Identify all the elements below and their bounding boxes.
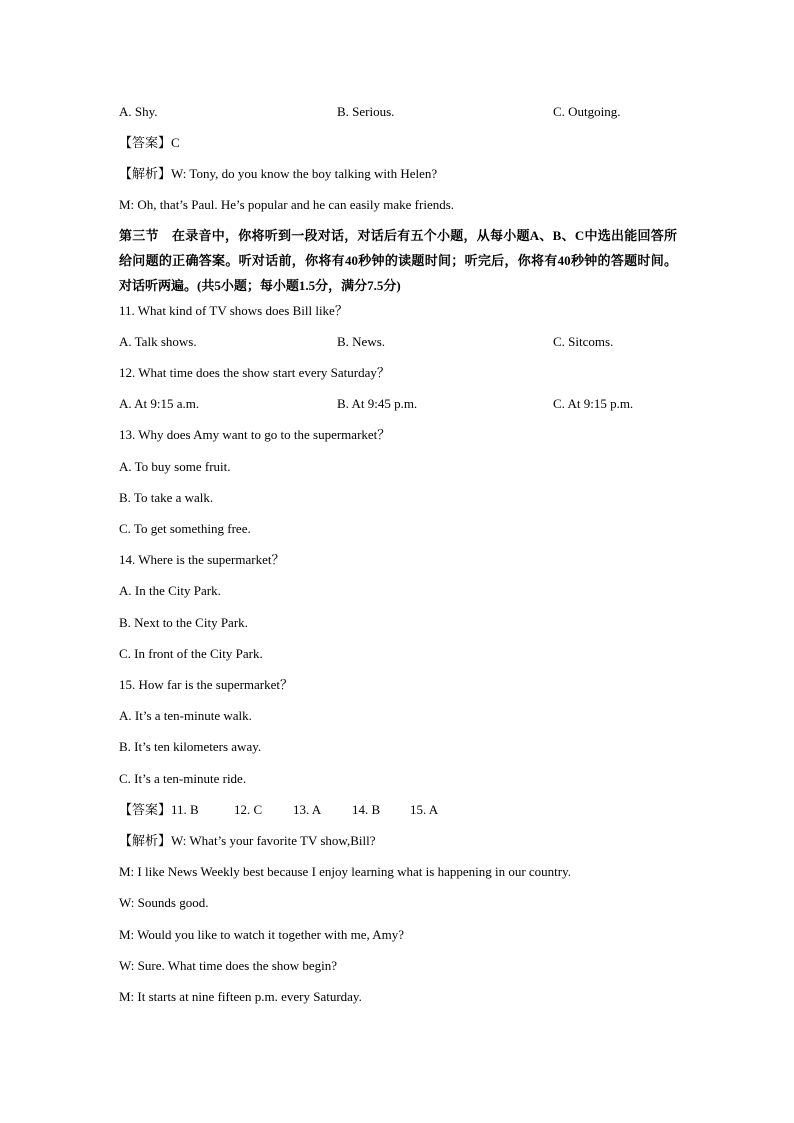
q10-options [119,104,679,120]
option-c: C. It’s a ten-minute ride. [119,771,247,786]
question-stem: 11. What kind of TV shows does Bill like？ [119,303,348,318]
question-stem: 14. Where is the supermarket？ [119,552,285,567]
option-c: C. To get something free. [119,521,251,536]
analysis-line: W: Sure. What time does the show begin? [119,958,338,973]
question-stem: 12. What time does the show start every Saturday？ [119,365,390,380]
option-a: A. To buy some fruit. [119,459,231,474]
question-stem: 13. Why does Amy want to go to the supermarket？ [119,427,391,442]
analysis-line: W: Sounds good. [119,895,209,910]
q10-analysis-line: M: Oh, that’s Paul. He’s popular and he can easily make friends. [119,197,455,212]
answer-item: 12. C [234,802,263,817]
q10-answer: 【答案】C [119,135,180,150]
section-instructions: 第三节 在录音中，你将听到一段对话，对话后有五个小题，从每小题A、B、C中选出能回答所给问题的正确答案。听对话前，你将有40秒钟的读题时间；听完后，你将有40秒钟的答题时间。对话听两遍。(共5小题；每小题1.5分，满分7.5分) [119,228,677,293]
question-stem: 15. How far is the supermarket？ [119,677,294,692]
question-options [119,396,679,412]
answer-item: 15. A [410,802,439,817]
option-b: B. News. [337,334,386,349]
option-a: A. It’s a ten-minute walk. [119,708,252,723]
option-c: C. In front of the City Park. [119,646,263,661]
option-a: A. Talk shows. [119,334,197,349]
option-b: B. At 9:45 p.m. [337,396,418,411]
option-a: A. In the City Park. [119,583,221,598]
analysis-line: M: It starts at nine fifteen p.m. every Saturday. [119,989,362,1004]
q10-analysis-line: 【解析】W: Tony, do you know the boy talking with Helen? [119,166,438,181]
option-c: C. At 9:15 p.m. [553,396,634,411]
option-c: C. Outgoing. [553,104,621,119]
answer-item: 13. A [293,802,322,817]
question-options [119,334,679,350]
option-b: B. To take a walk. [119,490,214,505]
analysis-line: 【解析】W: What’s your favorite TV show,Bill? [119,833,376,848]
option-b: B. Next to the City Park. [119,615,248,630]
analysis-line: M: Would you like to watch it together with me, Amy? [119,927,405,942]
option-c: C. Sitcoms. [553,334,614,349]
option-a: A. At 9:15 a.m. [119,396,200,411]
analysis-line: M: I like News Weekly best because I enjoy learning what is happening in our country. [119,864,572,879]
option-b: B. Serious. [337,104,395,119]
answer-item: 14. B [352,802,381,817]
answer-label: 【答案】11. B [119,802,199,817]
option-a: A. Shy. [119,104,158,119]
option-b: B. It’s ten kilometers away. [119,739,262,754]
